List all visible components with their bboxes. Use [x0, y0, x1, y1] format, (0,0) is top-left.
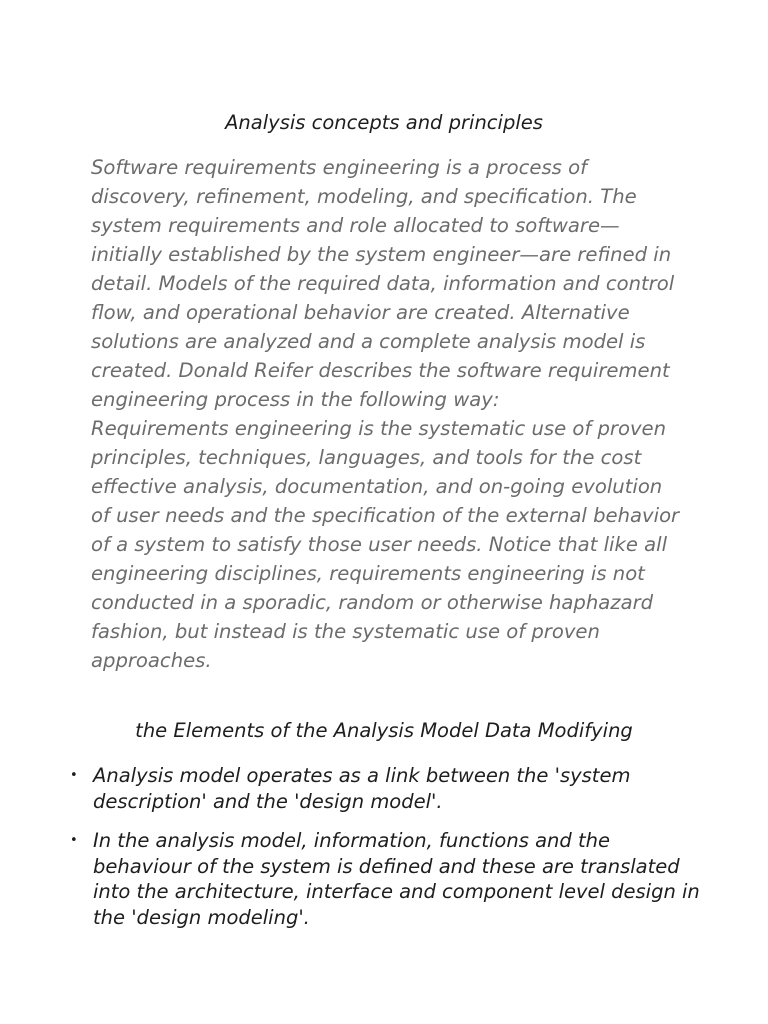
list-item-text: Analysis model operates as a link between the 'system description' and the 'design model'. [93, 764, 631, 813]
list-item-text: In the analysis model, information, functions and the behaviour of the system is defined and these are translated into the architecture, interface and component level design in the 'design modeling'. [93, 829, 700, 929]
bullet-list [0, 763, 768, 930]
list-item [0, 828, 768, 930]
list-item [0, 763, 768, 814]
paragraph-intro: Software requirements engineering is a process of discovery, refinement, modeling, and specification. The system requirements and role allocated to software—initially established by the system engineer—are refined in detail. Models of the required data, information and control flow, and operational behavior are created. Alternative solutions are analyzed and a complete analysis model is created. Donald Reifer describes the software requirement engineering process in the following way: [91, 156, 675, 411]
paragraph-definition: Requirements engineering is the systematic use of proven principles, techniques, languages, and tools for the cost effective analysis, documentation, and on-going evolution of user needs and the specification of the external behavior of a system to satisfy those user needs. Notice that like all engineering disciplines, requirements engineering is not conducted in a sporadic, random or otherwise haphazard fashion, but instead is the systematic use of proven approaches. [91, 417, 680, 672]
bullet-marker: • [70, 833, 78, 848]
body-text [91, 153, 681, 675]
section-heading: the Elements of the Analysis Model Data Modifying [135, 719, 633, 742]
bullet-marker: • [70, 768, 78, 783]
page-title: Analysis concepts and principles [225, 111, 543, 134]
